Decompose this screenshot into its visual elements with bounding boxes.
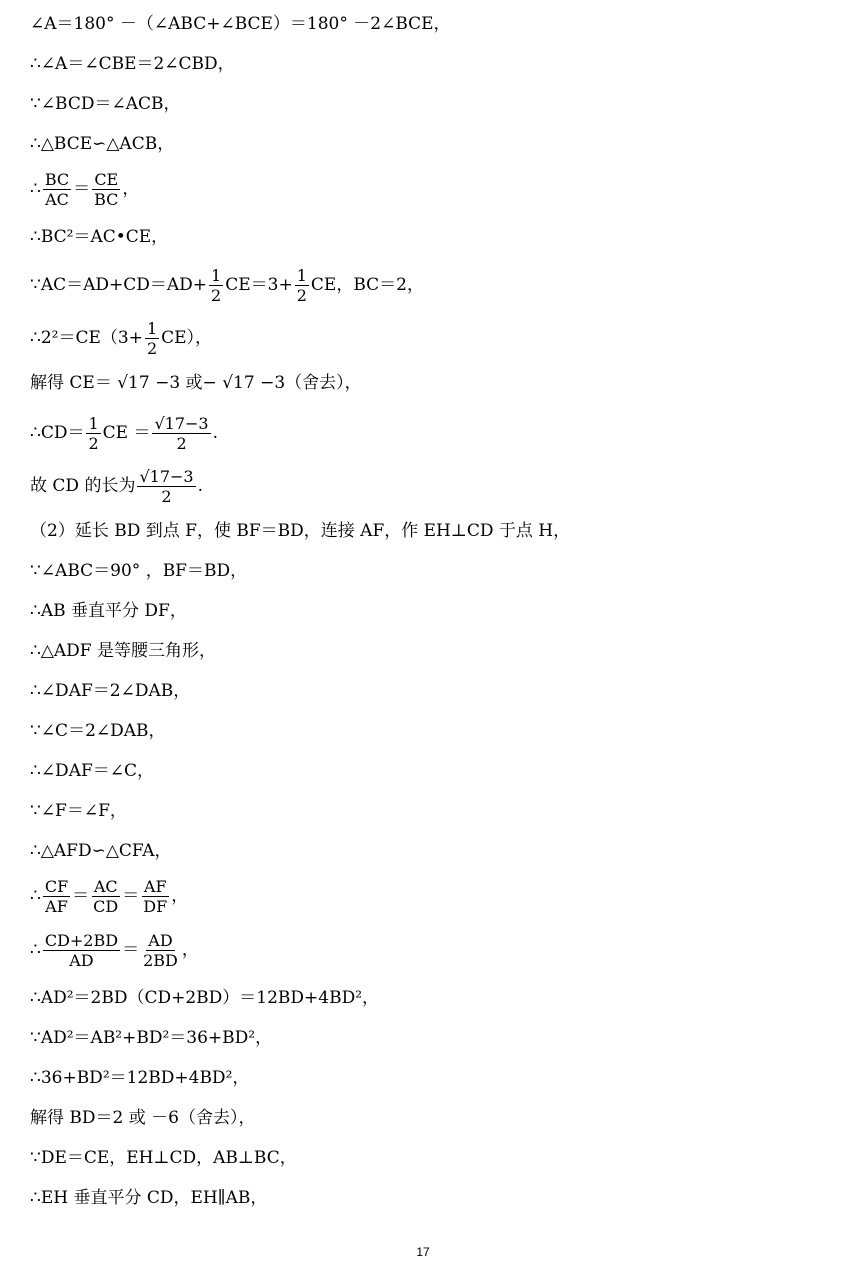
fraction-line xyxy=(30,170,139,209)
fraction xyxy=(145,319,159,358)
text-line: ∵∠F＝∠F， xyxy=(30,801,127,821)
numerator: 1 xyxy=(146,319,158,338)
text-segment: ∴CD＝ xyxy=(30,423,85,443)
fraction-line xyxy=(30,877,188,916)
page-number: 17 xyxy=(416,1245,430,1259)
denominator: 2 xyxy=(296,286,307,305)
fraction xyxy=(92,170,120,209)
punctuation: ， xyxy=(171,886,189,906)
text-line: ∵∠BCD＝∠ACB， xyxy=(30,94,181,114)
fraction-line xyxy=(30,319,212,358)
equals-sign: ＝ xyxy=(72,886,90,906)
text-line: ∠A＝180° －（∠ABC+∠BCE）＝180° －2∠BCE， xyxy=(30,14,451,34)
text-line: ∵DE＝CE，EH⊥CD，AB⊥BC， xyxy=(30,1148,297,1168)
fraction xyxy=(43,931,120,970)
text-line: ∴EH 垂直平分 CD，EH∥AB， xyxy=(30,1188,268,1208)
text-segment: ∴2²＝CE（3+ xyxy=(30,328,143,348)
text-line: ∴△ADF 是等腰三角形， xyxy=(30,641,216,661)
fraction xyxy=(141,877,169,916)
text-line: ∴∠DAF＝2∠DAB， xyxy=(30,681,191,701)
text-line: ∴BC²＝AC•CE， xyxy=(30,227,169,247)
text-line: ∵∠C＝2∠DAB， xyxy=(30,721,166,741)
fraction xyxy=(43,170,71,209)
fraction-line xyxy=(30,414,218,453)
numerator: CE xyxy=(94,170,119,189)
text-segment: CE）， xyxy=(161,328,213,348)
denominator: 2BD xyxy=(143,951,178,970)
text-line: ∴AB 垂直平分 DF， xyxy=(30,601,187,621)
numerator: √17−3 xyxy=(139,467,194,486)
denominator: AF xyxy=(45,897,68,916)
denominator: 2 xyxy=(146,339,158,358)
equals-sign: ＝ xyxy=(122,886,140,906)
fraction xyxy=(209,266,223,305)
text-line: （2）延长 BD 到点 F，使 BF＝BD，连接 AF，作 EH⊥CD 于点 H， xyxy=(30,521,571,541)
denominator: 2 xyxy=(88,434,99,453)
equals-sign: ＝ xyxy=(73,179,91,199)
denominator: 2 xyxy=(161,487,172,506)
denominator: AD xyxy=(69,951,94,970)
numerator: AF xyxy=(143,877,167,896)
therefore-symbol: ∴ xyxy=(30,886,41,906)
fraction xyxy=(152,414,210,453)
text-line: ∴∠A＝∠CBE＝2∠CBD， xyxy=(30,54,235,74)
text-segment: CE＝3+ xyxy=(225,275,293,295)
punctuation: . xyxy=(212,423,219,443)
numerator: AD xyxy=(148,931,173,950)
text-segment: CE ＝ xyxy=(102,423,151,443)
text-segment: CE，BC＝2， xyxy=(310,275,424,295)
text-line: ∵AD²＝AB²+BD²＝36+BD²， xyxy=(30,1028,273,1048)
numerator: 1 xyxy=(211,266,222,285)
denominator: CD xyxy=(93,897,119,916)
text-line: 解得 CE＝ √17 −3 或− √17 −3（舍去）， xyxy=(30,373,362,393)
equals-sign: ＝ xyxy=(122,940,140,960)
fraction xyxy=(86,414,100,453)
numerator: 1 xyxy=(88,414,99,433)
text-line: ∴△BCE∽△ACB， xyxy=(30,134,175,154)
numerator: CD+2BD xyxy=(44,931,119,950)
numerator: √17−3 xyxy=(154,414,209,433)
punctuation: ， xyxy=(181,940,199,960)
punctuation: ， xyxy=(122,179,140,199)
text-segment: ∵AC＝AD+CD＝AD+ xyxy=(30,275,208,295)
therefore-symbol: ∴ xyxy=(30,179,41,199)
text-line: ∵∠ABC＝90° ，BF＝BD， xyxy=(30,561,248,581)
text-line: 解得 BD＝2 或 －6（舍去）， xyxy=(30,1108,256,1128)
text-segment: 故 CD 的长为 xyxy=(30,476,136,496)
denominator: 2 xyxy=(211,286,222,305)
numerator: AC xyxy=(93,877,118,896)
denominator: AC xyxy=(45,190,69,209)
fraction xyxy=(43,877,70,916)
text-line: ∴∠DAF＝∠C， xyxy=(30,761,155,781)
numerator: 1 xyxy=(296,266,307,285)
text-line: ∴36+BD²＝12BD+4BD²， xyxy=(30,1068,250,1088)
fraction xyxy=(141,931,180,970)
denominator: 2 xyxy=(176,434,187,453)
fraction xyxy=(91,877,120,916)
fraction xyxy=(137,467,195,506)
denominator: DF xyxy=(143,897,168,916)
fraction xyxy=(295,266,309,305)
fraction-line xyxy=(30,467,203,506)
fraction-line xyxy=(30,931,199,970)
denominator: BC xyxy=(94,190,119,209)
punctuation: . xyxy=(197,476,203,496)
text-line: ∴△AFD∽△CFA， xyxy=(30,841,172,861)
therefore-symbol: ∴ xyxy=(30,940,41,960)
text-line: ∴AD²＝2BD（CD+2BD）＝12BD+4BD²， xyxy=(30,988,380,1008)
numerator: CF xyxy=(44,877,69,896)
numerator: BC xyxy=(44,170,70,189)
fraction-line xyxy=(30,266,424,305)
